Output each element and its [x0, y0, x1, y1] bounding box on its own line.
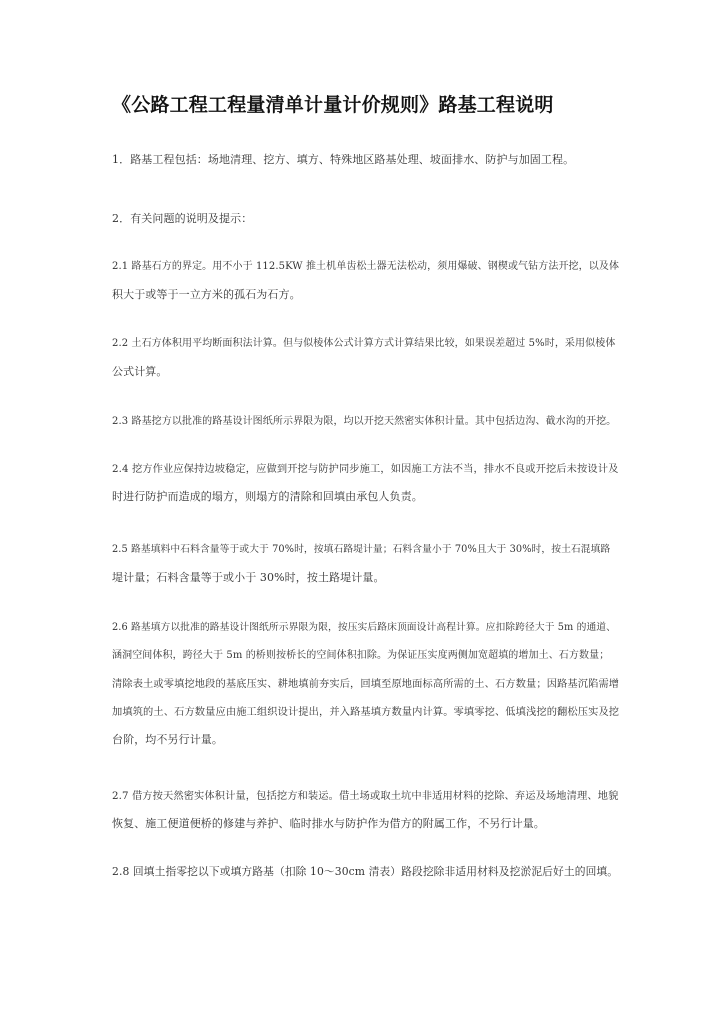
paragraph-line: 1．路基工程包括：场地清理、挖方、填方、特殊地区路基处理、坡面排水、防护与加固工程。 — [112, 153, 575, 166]
paragraph-line: 2.7 借方按天然密实体积计量，包括挖方和装运。借土场或取土坑中非适用材料的挖除、弃运及场地清理、地貌 — [112, 790, 619, 802]
paragraph-2-1 — [112, 253, 620, 309]
paragraph-line: 2.1 路基石方的界定。用不小于 112.5KW 推土机单齿松土器无法松动，须用爆破、钢楔或气钻方法开挖，以及体 — [112, 261, 620, 272]
paragraph-line: 2.5 路基填料中石料含量等于或大于 70%时，按填石路堤计量；石料含量小于 70%且大于 30%时，按土石混填路 — [112, 544, 611, 555]
paragraph-2-3 — [112, 408, 620, 436]
paragraph-2-8 — [112, 858, 620, 886]
paragraph-line: 2.6 路基填方以批准的路基设计图纸所示界限为限，按压实后路床顶面设计高程计算。应扣除跨径大于 5m 的通道、 — [112, 622, 616, 633]
paragraph-2-5 — [112, 536, 620, 592]
paragraph-line: 2.4 挖方作业应保持边坡稳定，应做到开挖与防护同步施工，如因施工方法不当，排水不良或开挖后未按设计及 — [112, 463, 619, 475]
paragraph-2-6 — [112, 614, 620, 754]
paragraph-line: 2.2 土石方体积用平均断面积法计算。但与似棱体公式计算方式计算结果比较，如果误差超过 5%时，采用似棱体 — [112, 338, 616, 349]
paragraph-line: 台阶，均不另行计量。 — [112, 733, 223, 746]
paragraph-line: 积大于或等于一立方米的孤石为石方。 — [112, 288, 301, 301]
paragraph-2-4 — [112, 455, 620, 511]
paragraph-line: 公式计算。 — [112, 365, 168, 378]
paragraph-2-2 — [112, 330, 620, 386]
paragraph-line: 2.3 路基挖方以批准的路基设计图纸所示界限为限，均以开挖天然密实体积计量。其中包括边沟、截水沟的开挖。 — [112, 416, 617, 427]
paragraph-2 — [112, 205, 620, 233]
paragraph-line: 清除表土或零填挖地段的基底压实、耕地填前夯实后，回填至原地面标高所需的土、石方数量；因路基沉陷需增 — [112, 678, 620, 690]
paragraph-line: 恢复、施工便道便桥的修建与养护、临时排水与防护作为借方的附属工作，不另行计量。 — [112, 817, 545, 830]
paragraph-line: 时进行防护而造成的塌方，则塌方的清除和回填由承包人负责。 — [112, 490, 423, 503]
paragraph-line: 堤计量；石料含量等于或小于 30%时，按土路堤计量。 — [112, 571, 385, 584]
paragraph-line: 加填筑的土、石方数量应由施工组织设计提出，并入路基填方数量内计算。零填零挖、低填浅挖的翻松压实及挖 — [112, 706, 620, 718]
paragraph-1 — [112, 146, 620, 174]
paragraph-line: 2.8 回填土指零挖以下或填方路基（扣除 10～30cm 清表）路段挖除非适用材料及挖淤泥后好土的回填。 — [112, 865, 619, 878]
paragraph-line: 2．有关问题的说明及提示： — [112, 212, 253, 225]
paragraph-line: 涵洞空间体积，跨径大于 5m 的桥则按桥长的空间体积扣除。为保证压实度两侧加宽超填的增加土、石方数量； — [112, 650, 610, 661]
paragraph-2-7 — [112, 782, 620, 838]
document-title: 《公路工程工程量清单计量计价规则》路基工程说明 — [112, 94, 554, 116]
